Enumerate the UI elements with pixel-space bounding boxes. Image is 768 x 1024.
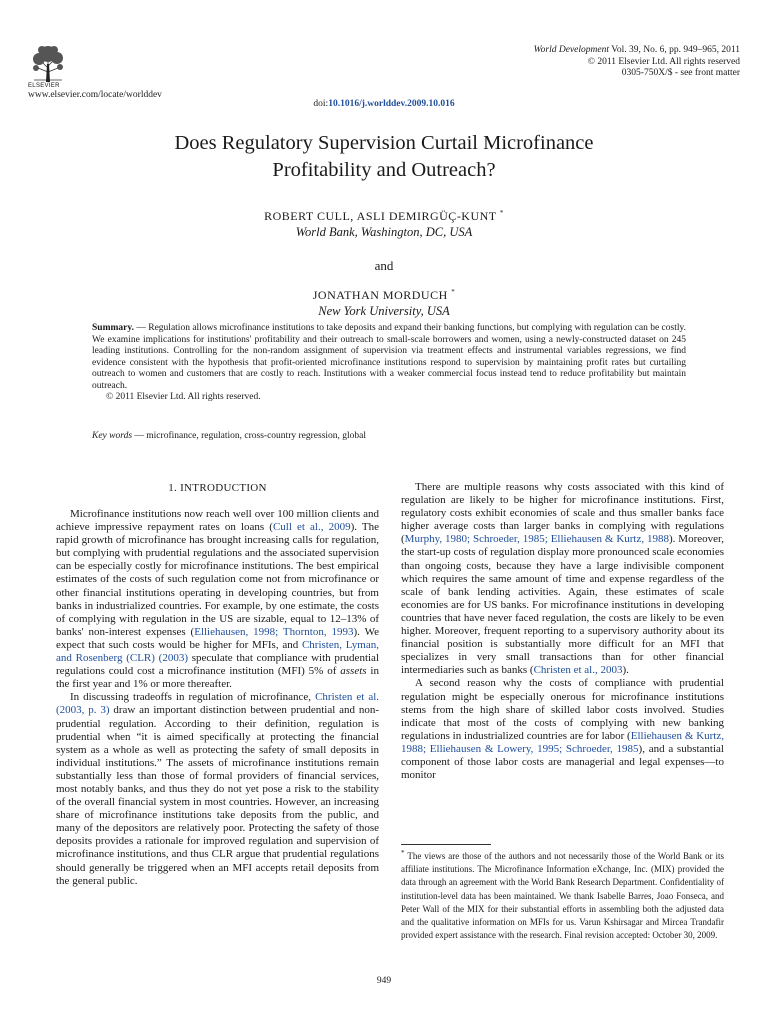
title-line-2: Profitability and Outreach?: [272, 159, 496, 181]
paragraph: [401, 481, 724, 677]
title-line-1: Does Regulatory Supervision Curtail Microfinance: [174, 132, 594, 154]
citation-link[interactable]: Christen et al., 2003: [533, 664, 623, 677]
right-column: [401, 481, 724, 782]
footnote: [401, 847, 724, 942]
paragraph: [401, 677, 724, 782]
doi-link[interactable]: 10.1016/j.worlddev.2009.10.016: [328, 99, 455, 109]
citation-link[interactable]: Christen, Lyman, and Rosenberg (CLR) (2003): [56, 638, 379, 665]
citation-link[interactable]: Murphy, 1980; Schroeder, 1985; Elliehausen & Kurtz, 1988: [404, 533, 669, 546]
journal-name: World Development: [533, 45, 609, 55]
citation-link[interactable]: Elliehausen & Kurtz, 1988; Elliehausen & Lowery, 1995; Schroeder, 1985: [401, 729, 724, 755]
page-number: 949: [376, 976, 392, 986]
abstract-dash: —: [133, 323, 149, 333]
elsevier-tree-icon: [28, 42, 68, 84]
and-separator: and: [374, 258, 394, 273]
section-heading: 1. INTRODUCTION: [168, 482, 267, 494]
doi-line: [0, 99, 768, 109]
text-run: ). We expect that such costs would be higher for MFIs, and: [56, 625, 379, 651]
text-run: A second reason why the costs of compliance with prudential regulation might be especially onerous for microfinance institutions stems from the high share of skilled labor costs involved. Studies indicate that most of the costs of complying with new banking regulations in industrialized countries are for labor (: [401, 677, 724, 742]
footnote-mark: *: [401, 849, 405, 857]
text-run: draw an important distinction between prudential and non-prudential regulation. According to their definition, regulation is prudential when “it is aimed specifically at protecting the financial system as a whole as well as protecting the safety of small deposits in individual institutions.” The assets of microfinance institutions remain substantially less than those of formal providers of financial services, most notably banks, and thus they do not yet pose a risk to the stability of the overall financial system in most countries. However, an increasing share of microfinance institutions take deposits from the public, and many of the depositors are relatively poor. Protecting the safety of those deposits provides a rationale for improved regulation and supervision of microfinance institutions, and thus CLR argue that prudential regulations should generally be triggered when an MFI accepts retail deposits from the general public.: [56, 704, 380, 887]
authors-1: ROBERT CULL, ASLI DEMIRGÜÇ-KUNT: [264, 209, 497, 223]
abstract: [92, 323, 686, 404]
citation-link[interactable]: Elliehausen, 1998; Thornton, 1993: [194, 625, 354, 638]
text-run: in the first year and 1% or more thereafter.: [56, 665, 379, 691]
text-run: ). Moreover, the start-up costs of regulation display more pronounced scale economies than ongoing costs, because they have a large indivisible component which requires the same amount of time and expense regardless of the scale of bank lending activities. Again, these estimates of scale economies are for US banks. For microfinance institutions in developing countries that have never faced regulation, the costs are likely to be even higher. Moreover, frequent reporting to a supervisory authority about its financial position is substantially more difficult for an MFI that specializes in very small transactions than for other financial intermediaries such as banks (: [401, 533, 724, 677]
doi-label: doi:: [313, 99, 329, 109]
citation-link[interactable]: Christen et al. (2003, p. 3): [56, 691, 380, 717]
text-run: In discussing tradeoffs in regulation of microfinance,: [70, 691, 316, 704]
text-run: ). The rapid growth of microfinance has brought increasing calls for regulation, but complying with prudential regulations and the associated supervision can be especially costly for microfinance institutions. The best empirical estimates of the costs of such regulation come not from microfinance or other financial institutions operating in developing countries, but from banks in industrialized countries. For example, by one estimate, the costs of complying with regulation in the US are sizable, equal to 12–13% of banks' non-interest expenses (: [56, 521, 379, 638]
text-run: ), and a substantial component of those labor costs are managerial and legal expenses—to monitor: [401, 742, 724, 782]
publisher-name: ELSEVIER: [28, 83, 60, 89]
keywords-label: Key words: [92, 431, 133, 441]
copyright-line: © 2011 Elsevier Ltd. All rights reserved: [587, 56, 740, 67]
paragraph: [56, 691, 379, 887]
paragraph: [56, 508, 379, 691]
keywords: [92, 431, 366, 441]
author-footnote-mark-1[interactable]: *: [499, 209, 504, 217]
article-title: [100, 130, 668, 184]
left-column: [56, 508, 379, 888]
author-line-1: [0, 209, 768, 224]
author-footnote-mark-2[interactable]: *: [451, 288, 456, 296]
footnote-rule: [401, 844, 491, 845]
journal-meta: [534, 45, 740, 80]
affiliation-2: New York University, USA: [318, 304, 450, 318]
citation-link[interactable]: Cull et al., 2009: [272, 521, 351, 534]
footnote-text: The views are those of the authors and not necessarily those of the World Bank or its affiliate institutions. The Microfinance Information eXchange, Inc. (MIX) provided the data through an agreement with the World Bank Research Department. Confidentiality of institution-level data has been maintained. We thank Isabelle Barres, Joao Fonseca, and Peter Wall of the MIX for their substantial efforts in assembling both the adjusted data and the qualitative information on MFIs for us. Varun Kshirsagar and Mircea Trandafir provided expert assistance with the research. Final revision accepted: October 30, 2009.: [401, 851, 724, 941]
abstract-copyright: © 2011 Elsevier Ltd. All rights reserved.: [106, 392, 261, 402]
text-run: ).: [622, 664, 629, 677]
abstract-label: Summary.: [92, 323, 134, 333]
keywords-text: — microfinance, regulation, cross-country regression, global: [132, 431, 367, 441]
text-run: There are multiple reasons why costs associated with this kind of regulation are likely to be higher for microfinance institutions. First, regulatory costs exhibit economies of scale and thus smaller banks face higher average costs than larger banks in complying with regulations (: [401, 481, 724, 546]
issn-line: 0305-750X/$ - see front matter: [621, 68, 740, 78]
journal-volume: Vol. 39, No. 6, pp. 949–965, 2011: [611, 45, 740, 55]
author-line-2: [0, 288, 768, 303]
affiliation-1: World Bank, Washington, DC, USA: [295, 225, 473, 239]
journal-url[interactable]: www.elsevier.com/locate/worlddev: [28, 90, 162, 100]
authors-2: JONATHAN MORDUCH: [312, 288, 448, 302]
abstract-text: Regulation allows microfinance institutions to take deposits and expand their banking functions, but complying with regulation can be costly. We examine implications for institutions' profitability and their outreach to small-scale borrowers and women, using a newly-constructed dataset on 245 leading institutions. Controlling for the non-random assignment of supervision via treatment effects and instrumental variables regressions, we find evidence consistent with the hypothesis that profit-oriented microfinance institutions respond to supervision by maintaining profit rates but curtailing outreach to women and customers that are costly to reach. Institutions with a weaker commercial focus instead tend to reduce profitability but maintain outreach.: [92, 323, 687, 391]
emphasis: assets: [340, 665, 367, 678]
text-run: speculate that compliance with prudential regulations could cost a microfinance institution (MFI) 5% of: [56, 652, 379, 678]
text-run: Microfinance institutions now reach well over 100 million clients and achieve impressive repayment rates on loans (: [56, 508, 379, 534]
